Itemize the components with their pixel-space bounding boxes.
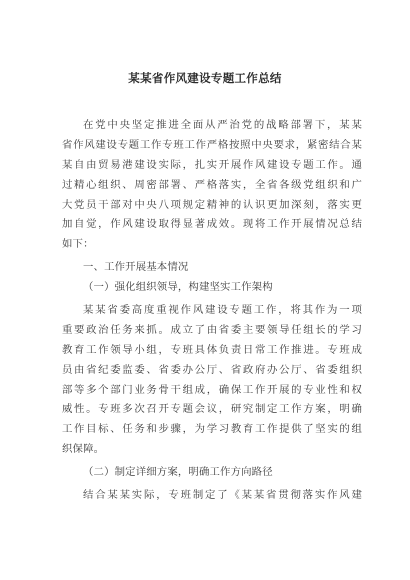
text-line: 员由省纪委监委、省委办公厅、省政府办公厅、省委组织 [62,363,362,376]
text-line: 在党中央坚定推进全面从严治党的战略部署下，某某 [83,119,362,131]
text-line: 大党员干部对中央八项规定精神的认识更加深刻，落实更 [62,198,362,211]
section-heading: 一、工作开展基本情况 [83,261,189,274]
text-line: 加自觉，作风建设取得显著成效。现将工作开展情况总结 [62,218,362,231]
text-line: 部等多个部门业务骨干组成，确保工作开展的专业性和权 [62,383,362,396]
document-body [62,116,362,506]
text-line: 如下： [62,238,94,251]
text-line: 织保障。 [62,443,105,456]
text-line: 威性。专班多次召开专题会议，研究制定工作方案，明确 [62,403,362,416]
text-line: 某自由贸易港建设实际，扎实开展作风建设专题工作。通 [62,158,362,171]
text-line: 教育工作领导小组，专班具体负责日常工作推进。专班成 [62,343,362,356]
subsection-paragraph [62,486,362,506]
subsection-heading: （一）强化组织领导，构建坚实工作架构 [83,281,273,294]
text-line: 重要政治任务来抓。成立了由省委主要领导任组长的学习 [62,323,362,336]
text-line: 过精心组织、周密部署、严格落实，全省各级党组织和广 [62,178,362,191]
document-title: 某某省作风建设专题工作总结 [128,71,282,85]
subsection-paragraph [62,301,362,460]
intro-paragraph [62,116,362,255]
text-line: 省作风建设专题工作专班工作严格按照中央要求，紧密结合某 [62,138,362,151]
text-line: 结合某某实际，专班制定了《某某省贯彻落实作风建 [83,489,362,502]
text-line: 工作目标、任务和步骤，为学习教育工作提供了坚实的组 [62,423,362,436]
text-line: 某某省委高度重视作风建设专题工作，将其作为一项 [83,304,362,317]
subsection-heading: （二）制定详细方案，明确工作方向路径 [83,466,273,479]
